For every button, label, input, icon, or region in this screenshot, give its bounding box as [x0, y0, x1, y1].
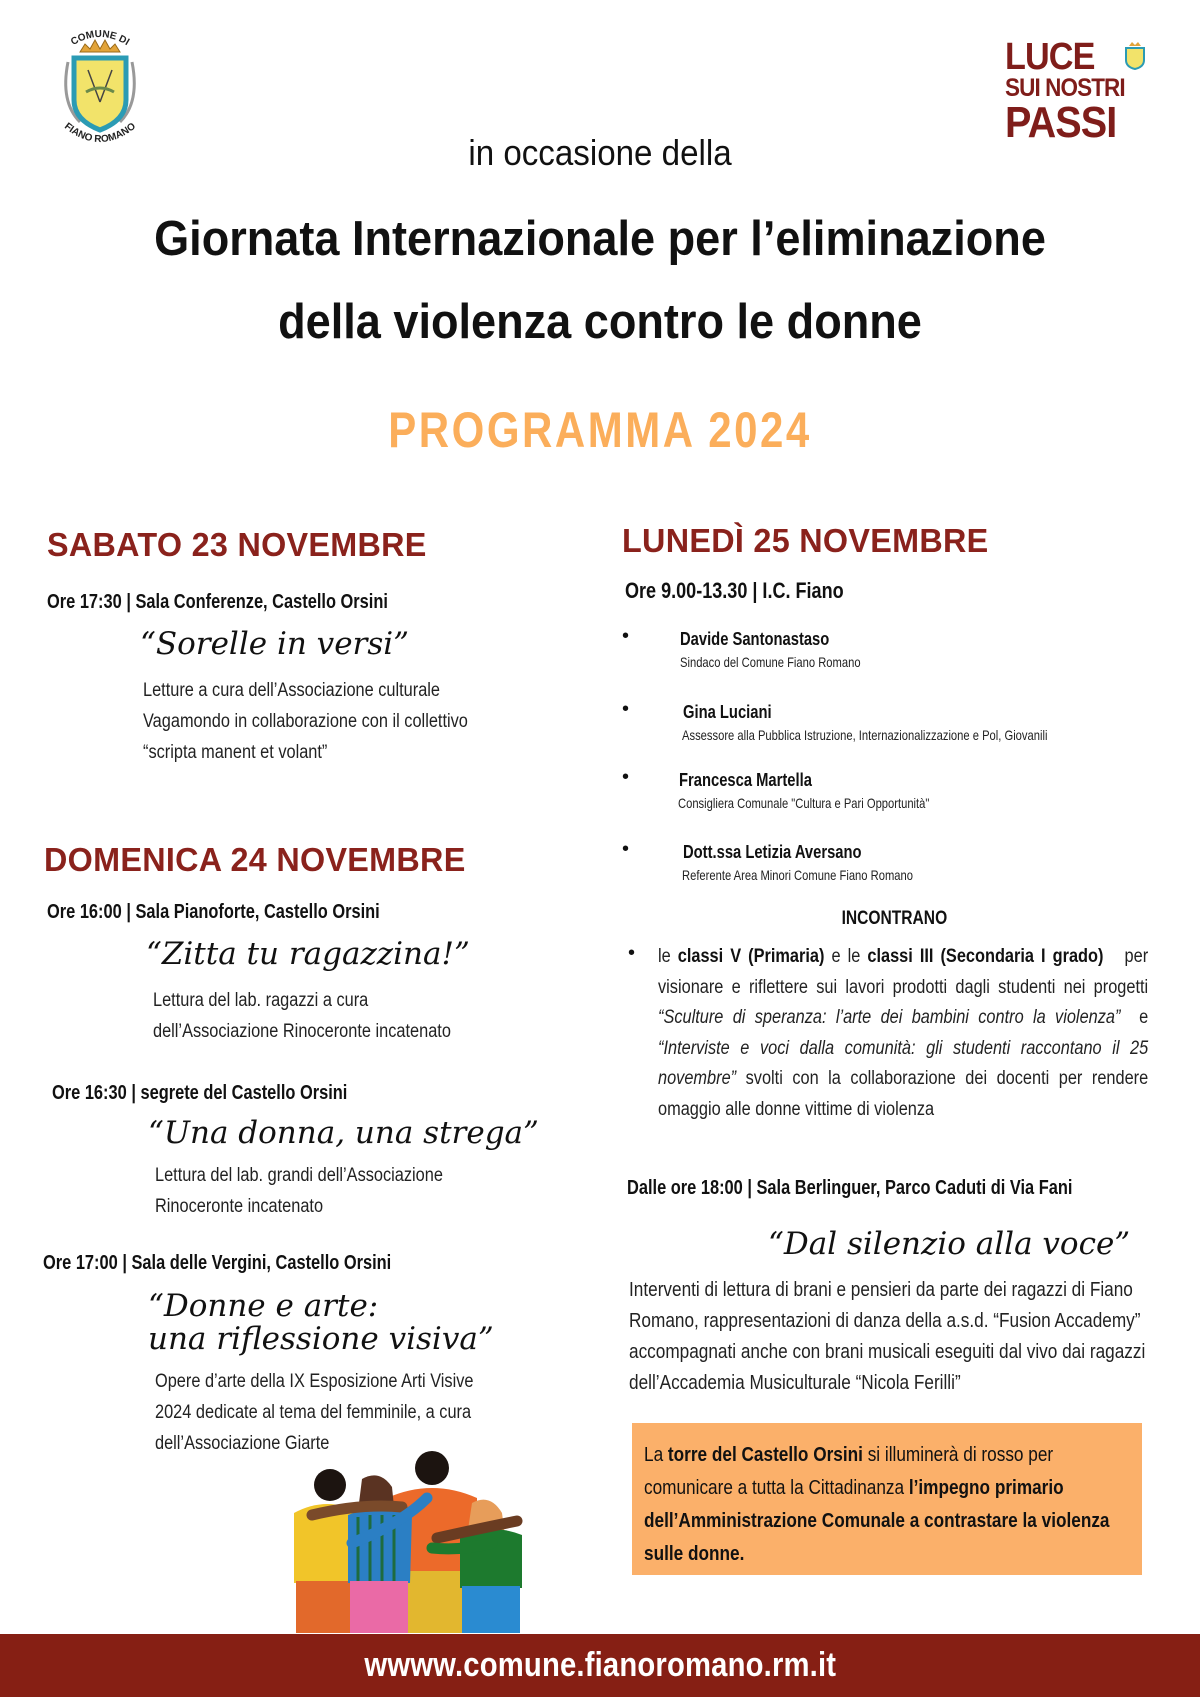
event-description: [153, 985, 451, 1047]
event-description: [629, 1275, 1145, 1399]
event-title: “Dal silenzio alla voce”: [768, 1226, 1131, 1262]
text: La: [644, 1444, 668, 1466]
speaker-item: [622, 625, 906, 670]
project-title: “Interviste e voci dalla comunità: gli studenti raccontano il 25 novembre”: [658, 1037, 1149, 1089]
speaker-name: Gina Luciani: [683, 702, 772, 722]
event-title-heading: [48, 198, 1152, 365]
speaker-item: [622, 766, 992, 811]
desc-line: dell’Accademia Musiculturale “Nicola Ferilli”: [629, 1372, 961, 1394]
logo-line-3: PASSI: [1005, 98, 1117, 147]
meeting-paragraph: [658, 942, 1153, 1125]
event-slot: Ore 9.00-13.30 | I.C. Fiano: [625, 578, 844, 603]
text: svolti con la collaborazione dei docenti per rendere omaggio alle donne vittime di violenza: [658, 1068, 1149, 1120]
text: per visionare e riflettere sui lavori prodotti dagli studenti nei progetti: [658, 946, 1153, 998]
day-heading-lunedi: LUNEDÌ 25 NOVEMBRE: [622, 522, 989, 559]
event-title: “Zitta tu ragazzina!”: [146, 936, 470, 972]
event-description: [143, 675, 468, 768]
event-title: [148, 1290, 494, 1355]
desc-line: Romano, rappresentazioni di danza della a.s.d. “Fusion Accademy”: [629, 1310, 1141, 1332]
desc-line: 2024 dedicate al tema del femminile, a cura: [155, 1402, 472, 1423]
bullet-icon: •: [622, 698, 630, 720]
bullet-icon: •: [622, 838, 630, 860]
logo-line-2: SUI NOSTRI: [1005, 74, 1125, 102]
incontrano-label: INCONTRANO: [841, 908, 948, 929]
desc-line: Letture a cura dell’Associazione culturale: [143, 680, 441, 701]
event-description: [155, 1160, 443, 1222]
desc-line: Lettura del lab. ragazzi a cura: [153, 990, 369, 1011]
programma-heading: PROGRAMMA 2024: [388, 402, 812, 458]
text: le: [658, 946, 678, 967]
castle-tower-callout: [632, 1423, 1142, 1575]
desc-line: Interventi di lettura di brani e pensieri da parte dei ragazzi di Fiano: [629, 1279, 1133, 1301]
speaker-role: Referente Area Minori Comune Fiano Romano: [682, 867, 913, 883]
title-line-2: della violenza contro le donne: [278, 295, 922, 350]
event-title: “Una donna, una strega”: [148, 1115, 539, 1151]
bullet-icon: •: [628, 942, 636, 964]
desc-line: Vagamondo in collaborazione con il collettivo: [143, 711, 468, 732]
desc-line: Lettura del lab. grandi dell’Associazione: [155, 1165, 443, 1186]
mini-emblem-icon: [1123, 40, 1147, 70]
bullet-icon: •: [622, 625, 630, 647]
text: si illuminerà di rosso per comunicare a tutta la Cittadinanza: [644, 1444, 1054, 1499]
emblem-text-bottom: FIANO ROMANO: [62, 120, 138, 146]
event-slot: Ore 17:00 | Sala delle Vergini, Castello Orsini: [43, 1252, 392, 1274]
speaker-role: Consigliera Comunale "Cultura e Pari Opportunità": [678, 795, 930, 811]
day-heading-sabato: SABATO 23 NOVEMBRE: [47, 526, 427, 563]
footer-bar: [0, 1634, 1200, 1697]
svg-text:COMUNE DI: [69, 29, 131, 48]
project-title: “Sculture di speranza: l’arte dei bambini contro la violenza”: [658, 1007, 1121, 1028]
desc-line: dell’Associazione Giarte: [155, 1433, 330, 1454]
speaker-role: Sindaco del Comune Fiano Romano: [680, 654, 861, 670]
speaker-name: Dott.ssa Letizia Aversano: [683, 842, 862, 862]
speaker-item: [622, 698, 1139, 743]
speaker-item: [622, 838, 971, 883]
day-heading-domenica: DOMENICA 24 NOVEMBRE: [44, 841, 466, 878]
speaker-role: Assessore alla Pubblica Istruzione, Internazionalizzazione e Pol, Giovanili: [682, 727, 1048, 743]
bold-text: classi V (Primaria): [677, 946, 825, 967]
text: e le: [824, 946, 868, 967]
speaker-name: Davide Santonastaso: [680, 629, 830, 649]
callout-text: [644, 1439, 1134, 1571]
title-line-1: Giornata Internazionale per l’eliminazione: [154, 212, 1046, 266]
bold-text: l’impegno primario dell’Amministrazione Comunale a contrastare la violenza sulle donne.: [644, 1477, 1110, 1565]
desc-line: dell’Associazione Rinoceronte incatenato: [153, 1021, 451, 1042]
title-line: “Donne e arte:: [148, 1288, 379, 1324]
desc-line: accompagnati anche con brani musicali eseguiti dal vivo dai ragazzi: [629, 1341, 1146, 1363]
emblem-text-top: COMUNE DI: [69, 28, 132, 48]
bullet-icon: •: [622, 766, 630, 788]
event-slot: Ore 16:00 | Sala Pianoforte, Castello Orsini: [47, 901, 380, 923]
desc-line: Opere d’arte della IX Esposizione Arti Visive: [155, 1371, 474, 1392]
title-line: una riflessione visiva”: [148, 1320, 494, 1357]
event-slot: Dalle ore 18:00 | Sala Berlinguer, Parco Caduti di Via Fani: [627, 1177, 1073, 1199]
speaker-name: Francesca Martella: [679, 770, 812, 790]
website-link[interactable]: wwww.comune.fianoromano.rm.it: [364, 1646, 836, 1684]
bold-text: classi III (Secondaria I grado): [867, 946, 1104, 967]
event-title: “Sorelle in versi”: [140, 626, 410, 662]
logo-line-1: LUCE: [1005, 36, 1095, 78]
text: e: [1120, 1007, 1153, 1028]
bold-text: torre del Castello Orsini: [667, 1444, 863, 1466]
event-slot: Ore 17:30 | Sala Conferenze, Castello Orsini: [47, 591, 388, 613]
desc-line: Rinoceronte incatenato: [155, 1196, 324, 1217]
desc-line: “scripta manent et volant”: [143, 742, 328, 763]
people-hugging-illustration: [282, 1443, 532, 1633]
intro-text: in occasione della: [468, 132, 732, 173]
event-slot: Ore 16:30 | segrete del Castello Orsini: [52, 1082, 348, 1104]
